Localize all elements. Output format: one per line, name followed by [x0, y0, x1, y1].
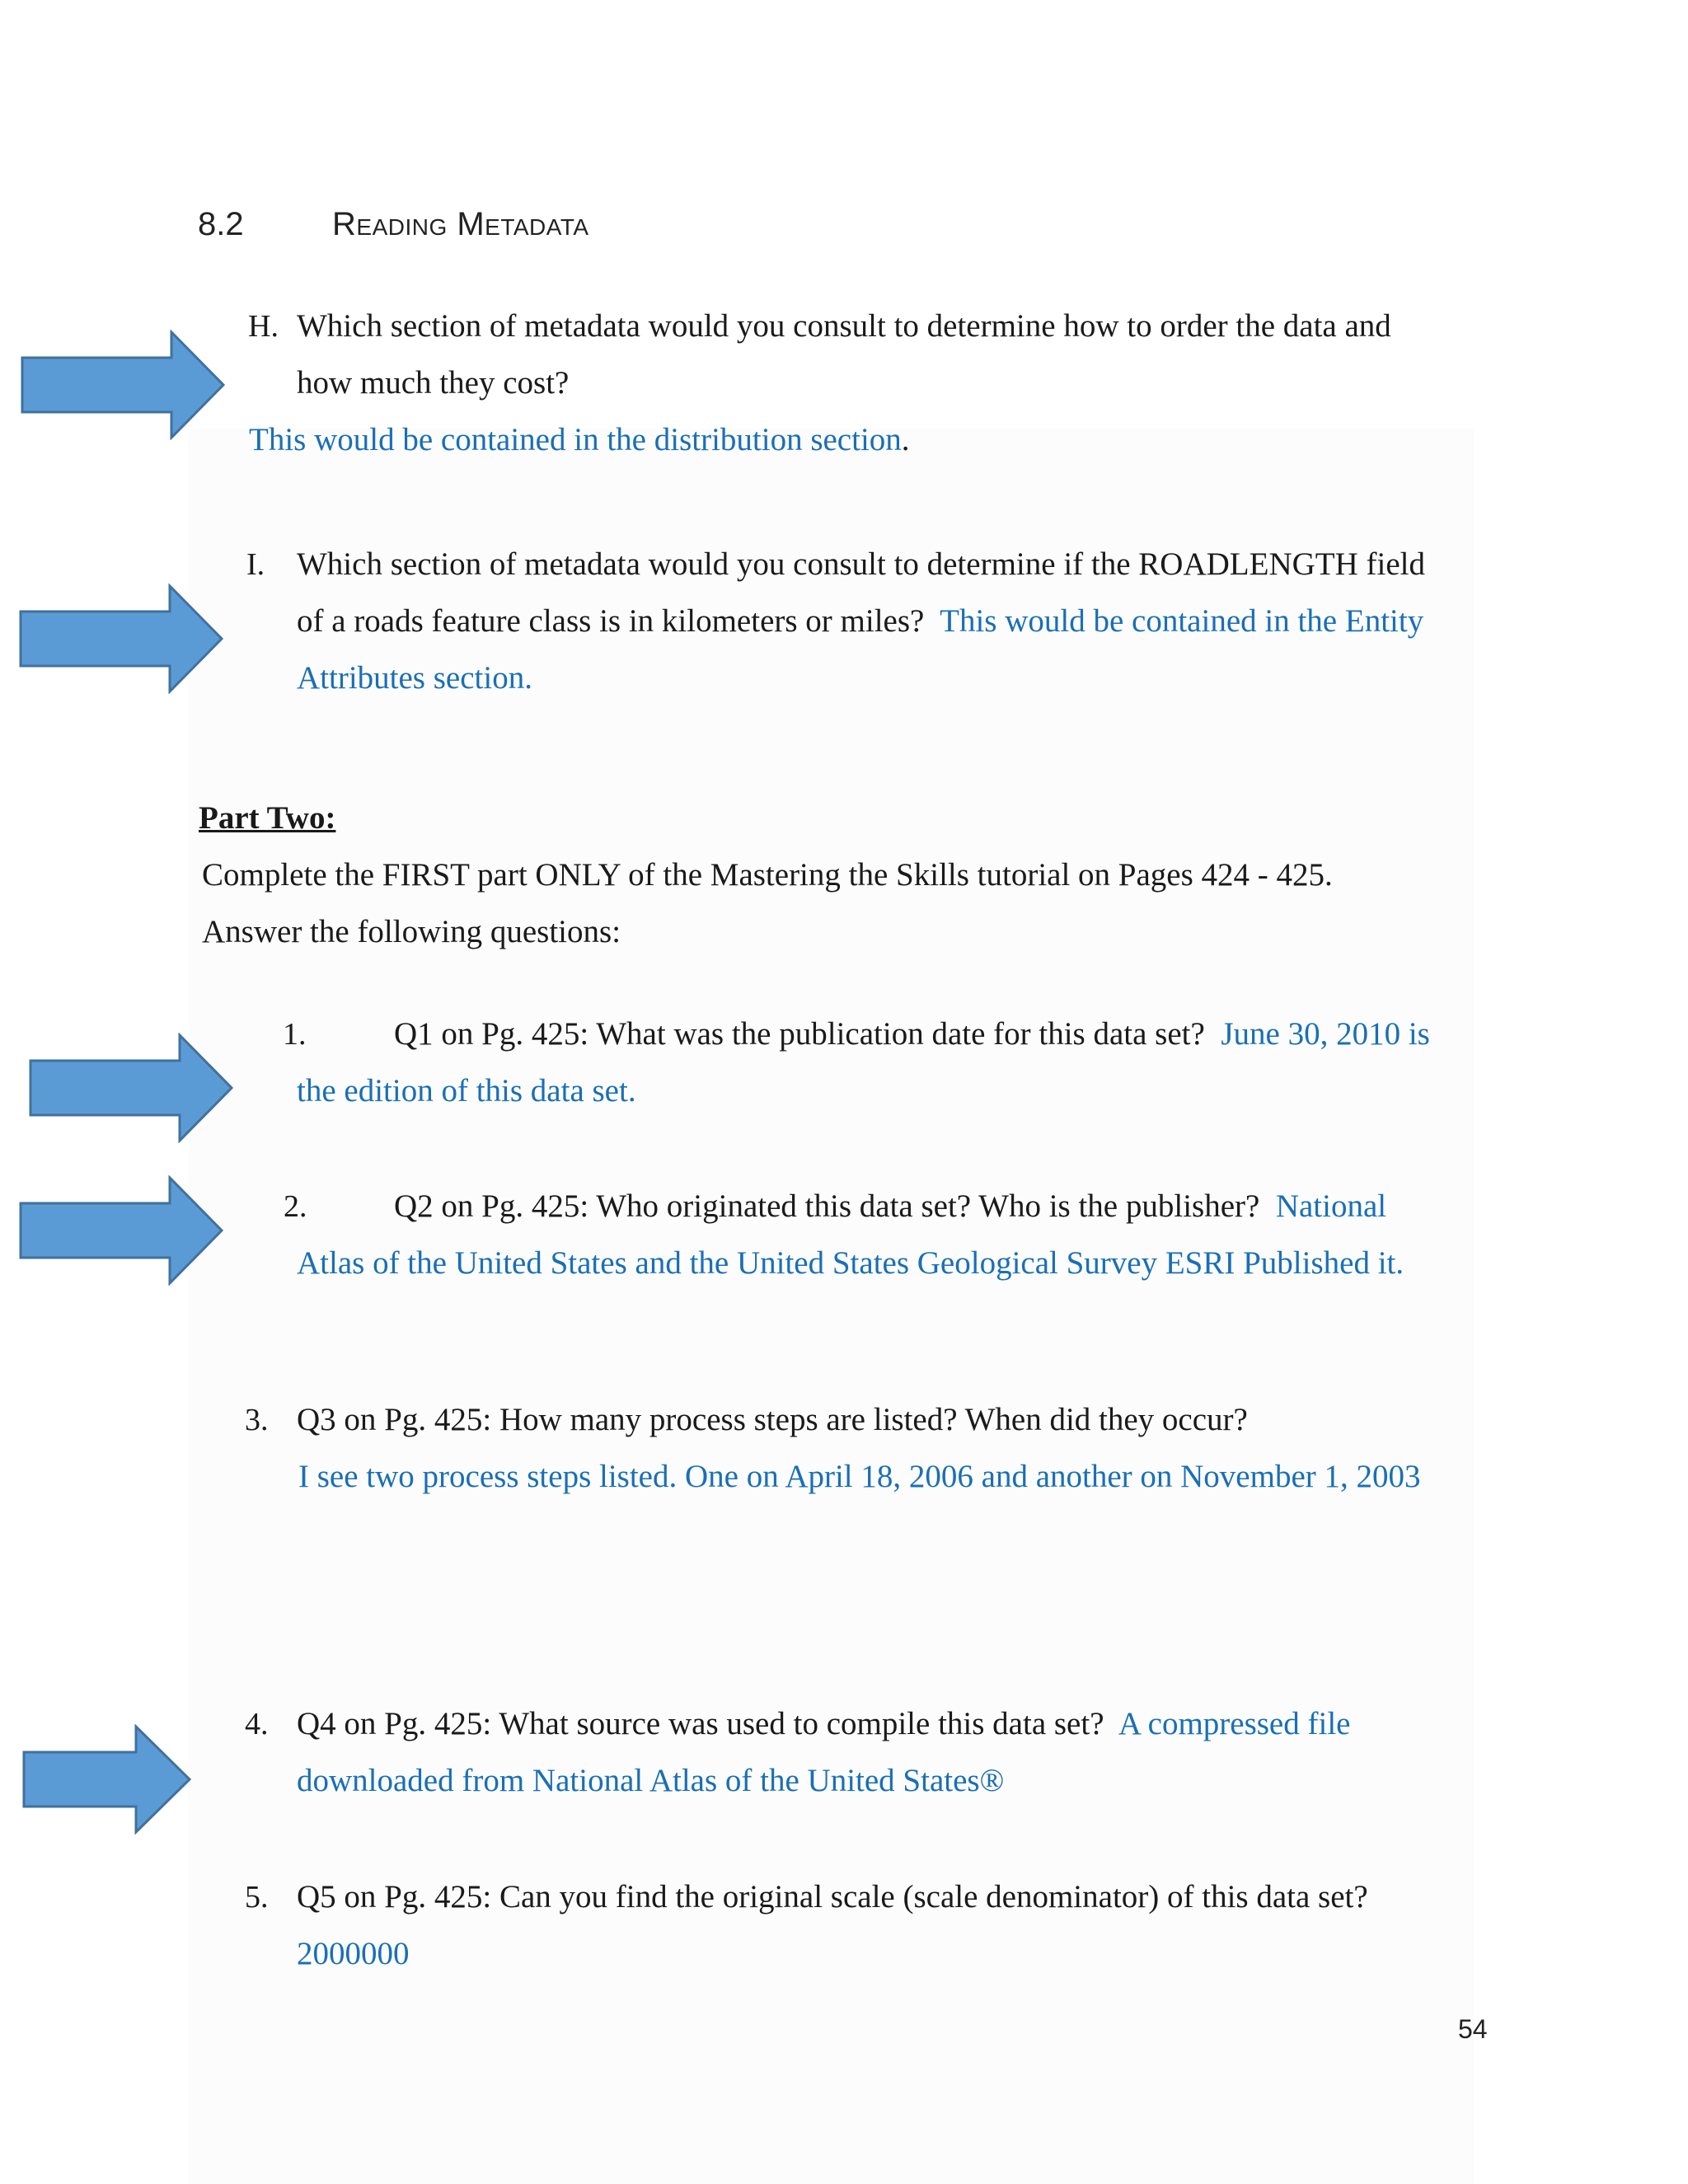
instruction-text: Complete the FIRST part ONLY of the Mastering the Skills tutorial on Pages 424 - 425.	[202, 857, 1333, 893]
question-text: Which section of metadata would you consult to determine how to order the data and	[297, 308, 1391, 344]
question-text	[297, 602, 1423, 640]
question-text-part: Q2 on Pg. 425: Who originated this data set? Who is the publisher?	[394, 1188, 1260, 1224]
answer-text: Atlas of the United States and the United States Geological Survey ESRI Published it.	[297, 1245, 1404, 1281]
answer-text: downloaded from National Atlas of the United States®	[297, 1763, 1005, 1798]
question-marker: H.	[248, 309, 279, 344]
question-text-part: Q4 on Pg. 425: What source was used to compile this data set?	[297, 1706, 1104, 1741]
answer-highlight: This would be contained in the distribution section	[249, 422, 902, 457]
question-text: how much they cost?	[297, 365, 570, 401]
page-number: 54	[1458, 2014, 1488, 2044]
question-marker: I.	[246, 547, 265, 582]
part-heading: Part Two:	[199, 800, 336, 836]
answer-text: This would be contained in the Entity	[940, 603, 1424, 639]
answer-text: 2000000	[297, 1936, 410, 1971]
section-number: 8.2	[198, 206, 244, 242]
question-marker: 5.	[245, 1880, 269, 1915]
question-marker: 4.	[245, 1707, 269, 1741]
answer-text: I see two process steps listed. One on April 18, 2006 and another on November 1, 2003	[298, 1459, 1421, 1494]
instruction-text: Answer the following questions:	[202, 914, 621, 949]
question-text	[394, 1015, 1430, 1053]
right-arrow-icon	[18, 583, 224, 694]
question-marker: 1.	[283, 1017, 307, 1052]
answer-text: National	[1275, 1188, 1387, 1224]
question-text: Which section of metadata would you consult to determine if the ROADLENGTH field	[297, 546, 1425, 582]
answer-text	[249, 421, 910, 459]
right-arrow-icon	[20, 330, 226, 440]
right-arrow-icon	[18, 1175, 224, 1286]
answer-text: June 30, 2010 is	[1221, 1016, 1430, 1052]
answer-period: .	[901, 422, 910, 457]
right-arrow-icon	[28, 1033, 234, 1143]
question-text-part: Q1 on Pg. 425: What was the publication date for this data set?	[394, 1016, 1205, 1052]
question-text: Q5 on Pg. 425: Can you find the original scale (scale denominator) of this data set?	[297, 1879, 1368, 1915]
answer-text: the edition of this data set.	[297, 1073, 636, 1108]
question-text-part: of a roads feature class is in kilometers or miles?	[297, 603, 925, 639]
right-arrow-icon	[21, 1724, 195, 1835]
answer-text: Attributes section.	[297, 660, 532, 696]
question-marker: 3.	[245, 1403, 269, 1437]
question-marker: 2.	[284, 1189, 307, 1224]
question-text	[394, 1188, 1386, 1226]
question-text: Q3 on Pg. 425: How many process steps are listed? When did they occur?	[297, 1402, 1248, 1437]
section-title: Reading Metadata	[332, 206, 589, 242]
answer-text: A compressed file	[1118, 1706, 1351, 1741]
question-text	[297, 1705, 1350, 1743]
